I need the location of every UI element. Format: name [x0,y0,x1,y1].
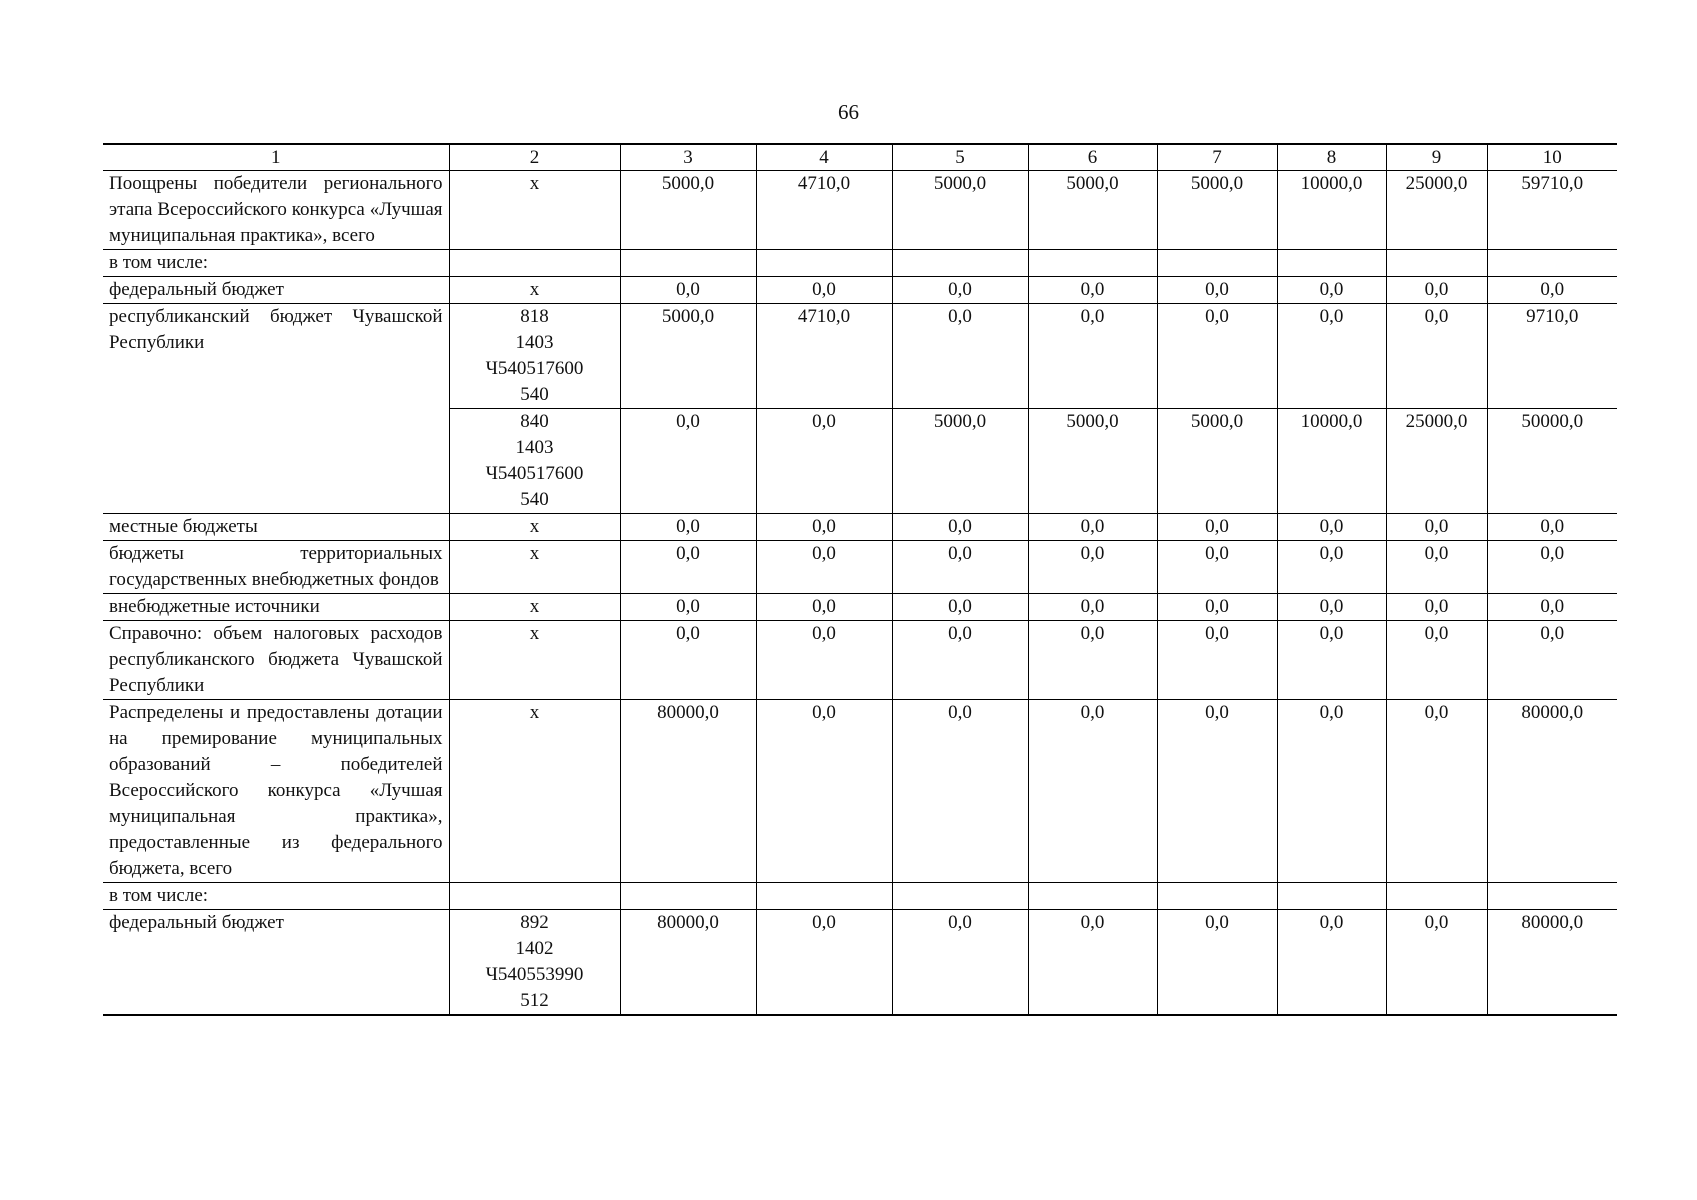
budget-code-cell: х [449,621,620,700]
value-cell [892,883,1028,910]
value-cell: 25000,0 [1386,409,1487,514]
table-row [103,883,1617,910]
value-cell: 0,0 [1386,277,1487,304]
value-cell [1386,250,1487,277]
budget-code-cell: х [449,277,620,304]
value-cell: 0,0 [892,594,1028,621]
value-cell: 0,0 [1028,700,1157,883]
table-row [103,171,1617,250]
value-cell: 0,0 [892,700,1028,883]
value-cell [1487,883,1617,910]
value-cell [756,250,892,277]
value-cell: 0,0 [1386,621,1487,700]
table-row [103,594,1617,621]
budget-code-cell: х [449,700,620,883]
value-cell: 80000,0 [1487,910,1617,1016]
value-cell: 80000,0 [1487,700,1617,883]
value-cell: 5000,0 [1028,171,1157,250]
row-label: бюджеты территориальных государственных внебюджетных фондов [103,541,449,594]
value-cell: 80000,0 [620,700,756,883]
value-cell: 0,0 [620,594,756,621]
value-cell: 0,0 [1157,514,1277,541]
value-cell: 0,0 [1277,304,1386,409]
value-cell: 9710,0 [1487,304,1617,409]
value-cell: 50000,0 [1487,409,1617,514]
value-cell: 4710,0 [756,171,892,250]
value-cell: 0,0 [1028,277,1157,304]
value-cell: 0,0 [756,910,892,1016]
table-row [103,541,1617,594]
value-cell: 0,0 [1277,594,1386,621]
row-label: республиканский бюджет Чувашской Республики [103,304,449,514]
value-cell: 0,0 [1386,910,1487,1016]
column-header: 1 [103,144,449,171]
header-row [103,144,1617,171]
value-cell: 0,0 [1028,594,1157,621]
page-number: 66 [838,100,859,124]
row-label: местные бюджеты [103,514,449,541]
budget-code-cell: х [449,541,620,594]
value-cell: 0,0 [892,304,1028,409]
value-cell: 0,0 [756,541,892,594]
value-cell: 0,0 [1277,514,1386,541]
column-header: 6 [1028,144,1157,171]
budget-code-cell: 892 1402 Ч540553990 512 [449,910,620,1016]
column-header: 9 [1386,144,1487,171]
value-cell: 0,0 [1277,277,1386,304]
column-header: 4 [756,144,892,171]
value-cell: 0,0 [756,594,892,621]
value-cell: 0,0 [1028,541,1157,594]
value-cell [1028,883,1157,910]
table-row [103,700,1617,883]
column-header: 3 [620,144,756,171]
value-cell: 80000,0 [620,910,756,1016]
value-cell: 0,0 [1157,621,1277,700]
value-cell: 0,0 [1157,541,1277,594]
value-cell: 0,0 [1157,304,1277,409]
value-cell: 0,0 [1277,621,1386,700]
value-cell: 0,0 [1487,514,1617,541]
budget-code-cell [449,250,620,277]
value-cell [1487,250,1617,277]
value-cell [1386,883,1487,910]
value-cell [756,883,892,910]
value-cell: 5000,0 [1028,409,1157,514]
budget-code-cell: х [449,171,620,250]
budget-code-cell [449,883,620,910]
value-cell: 0,0 [1277,700,1386,883]
value-cell: 5000,0 [892,409,1028,514]
budget-code-cell: 840 1403 Ч540517600 540 [449,409,620,514]
value-cell: 0,0 [620,541,756,594]
budget-code-cell: х [449,514,620,541]
column-header: 8 [1277,144,1386,171]
row-label: федеральный бюджет [103,910,449,1016]
value-cell: 0,0 [1386,304,1487,409]
column-header: 7 [1157,144,1277,171]
budget-table [103,143,1617,1016]
value-cell: 0,0 [620,621,756,700]
value-cell: 0,0 [1487,594,1617,621]
value-cell: 0,0 [756,277,892,304]
value-cell: 0,0 [1028,621,1157,700]
value-cell: 0,0 [1386,594,1487,621]
table-row [103,250,1617,277]
value-cell: 0,0 [1157,594,1277,621]
value-cell: 0,0 [1028,910,1157,1016]
row-label: Справочно: объем налоговых расходов республиканского бюджета Чувашской Республики [103,621,449,700]
table-row [103,304,1617,409]
value-cell: 0,0 [1487,541,1617,594]
value-cell [1157,250,1277,277]
value-cell: 0,0 [756,621,892,700]
value-cell: 10000,0 [1277,171,1386,250]
budget-code-cell: 818 1403 Ч540517600 540 [449,304,620,409]
table-row [103,277,1617,304]
value-cell: 0,0 [892,910,1028,1016]
value-cell: 25000,0 [1386,171,1487,250]
row-label: федеральный бюджет [103,277,449,304]
row-label: Поощрены победители регионального этапа Всероссийского конкурса «Лучшая муниципальная практика», всего [103,171,449,250]
value-cell [620,250,756,277]
row-label: в том числе: [103,883,449,910]
value-cell: 0,0 [620,514,756,541]
value-cell [620,883,756,910]
column-header: 10 [1487,144,1617,171]
budget-code-cell: х [449,594,620,621]
value-cell: 0,0 [1028,304,1157,409]
value-cell: 0,0 [756,514,892,541]
value-cell: 0,0 [1028,514,1157,541]
value-cell [1277,250,1386,277]
value-cell: 0,0 [620,409,756,514]
value-cell: 0,0 [892,514,1028,541]
value-cell: 5000,0 [620,304,756,409]
value-cell: 5000,0 [1157,409,1277,514]
value-cell: 0,0 [1277,910,1386,1016]
table-row [103,514,1617,541]
value-cell: 0,0 [1386,514,1487,541]
value-cell: 0,0 [1157,910,1277,1016]
value-cell [892,250,1028,277]
value-cell [1157,883,1277,910]
column-header: 5 [892,144,1028,171]
value-cell: 0,0 [1487,621,1617,700]
table-row [103,910,1617,1016]
table-row [103,621,1617,700]
row-label: внебюджетные источники [103,594,449,621]
value-cell: 0,0 [1487,277,1617,304]
value-cell: 59710,0 [1487,171,1617,250]
value-cell: 0,0 [1157,700,1277,883]
value-cell: 0,0 [756,409,892,514]
value-cell: 0,0 [1386,541,1487,594]
value-cell: 0,0 [1386,700,1487,883]
value-cell [1277,883,1386,910]
column-header: 2 [449,144,620,171]
value-cell: 5000,0 [1157,171,1277,250]
value-cell: 0,0 [892,621,1028,700]
value-cell: 5000,0 [892,171,1028,250]
value-cell [1028,250,1157,277]
value-cell: 4710,0 [756,304,892,409]
value-cell: 0,0 [892,541,1028,594]
value-cell: 0,0 [1277,541,1386,594]
value-cell: 0,0 [756,700,892,883]
value-cell: 5000,0 [620,171,756,250]
value-cell: 0,0 [892,277,1028,304]
value-cell: 0,0 [620,277,756,304]
row-label: Распределены и предоставлены дотации на премирование муниципальных образований – победителей Всероссийского конкурса «Лучшая муниципальная практика», предоставленные из федерального бюджета, всего [103,700,449,883]
value-cell: 10000,0 [1277,409,1386,514]
value-cell: 0,0 [1157,277,1277,304]
row-label: в том числе: [103,250,449,277]
